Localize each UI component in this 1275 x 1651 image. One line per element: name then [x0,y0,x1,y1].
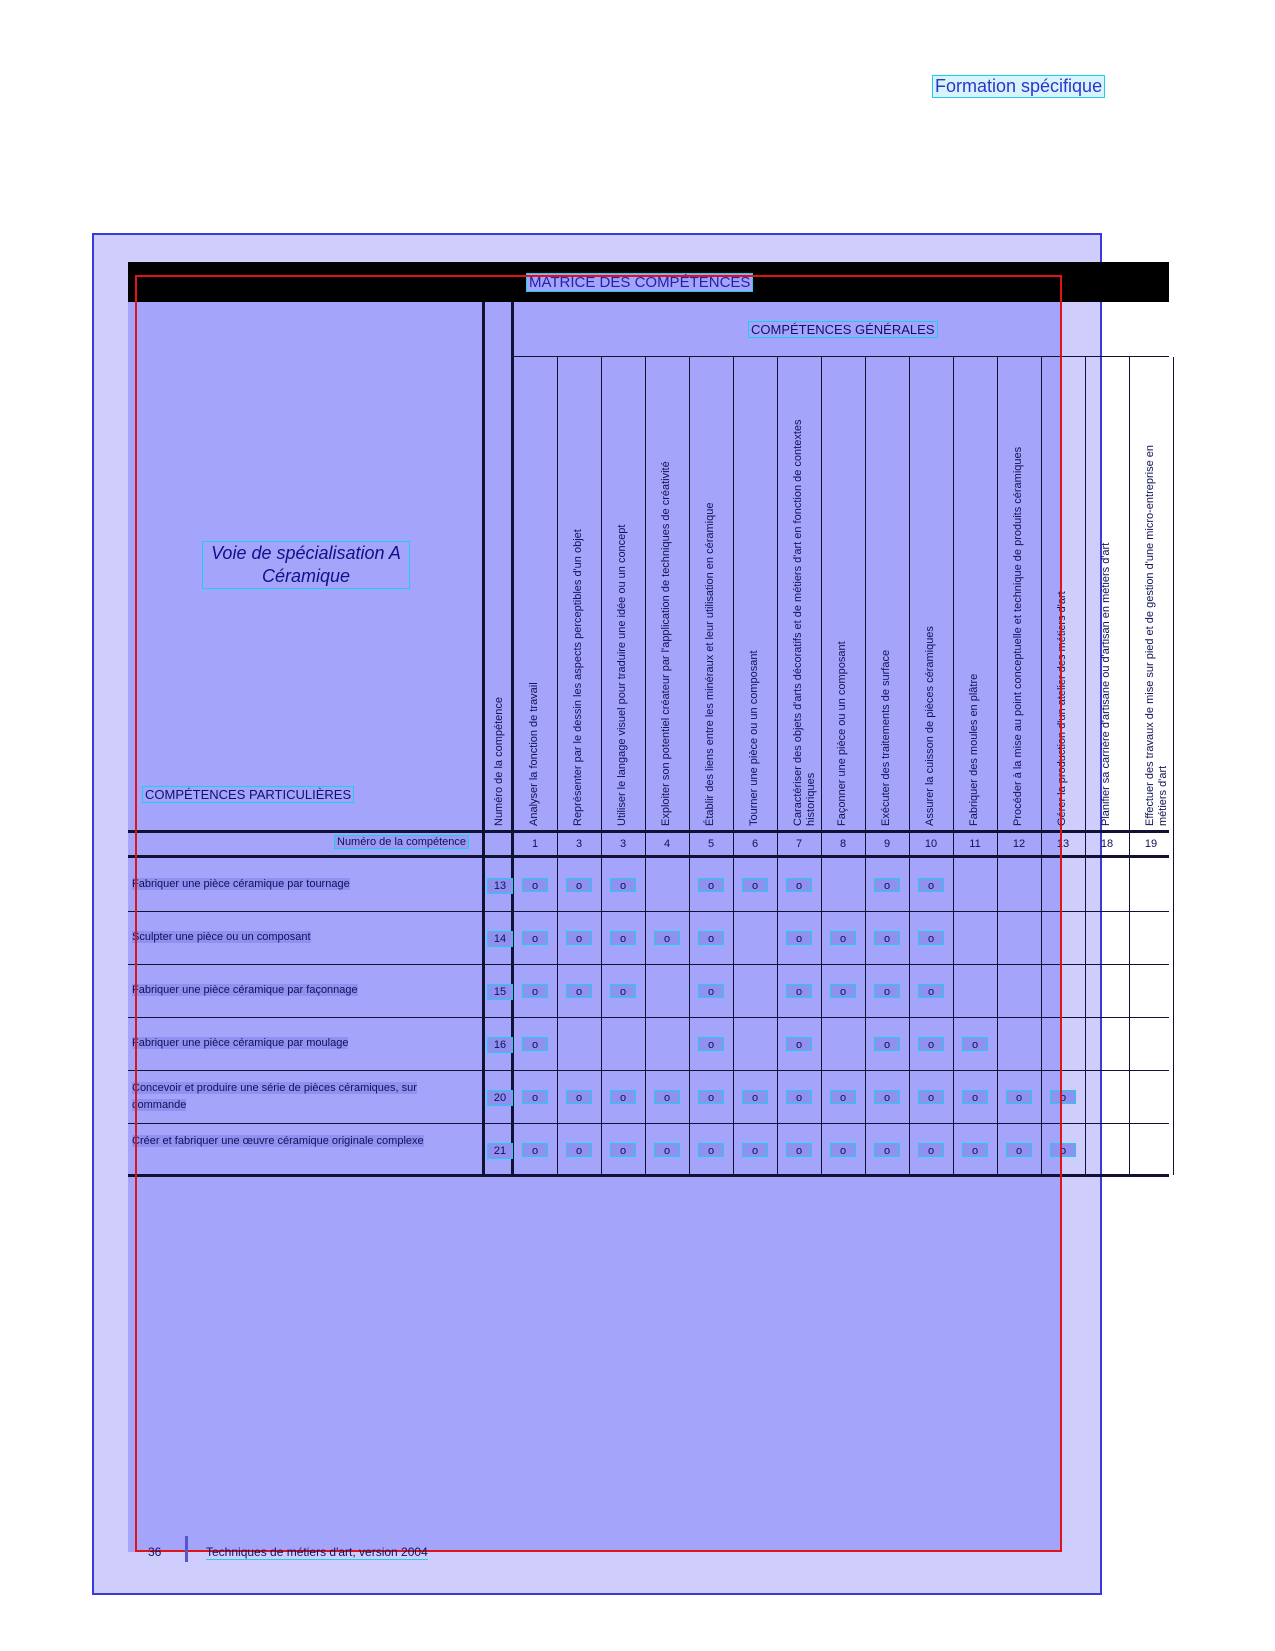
matrix-mark: o [1050,1143,1076,1157]
competency-number: 5 [707,838,715,850]
column-divider [733,357,734,1175]
matrix-mark: o [566,1143,592,1157]
matrix-mark: o [786,1143,812,1157]
number-row-bottom-rule [128,855,1169,858]
column-divider [601,357,602,1175]
general-competency-label: Fabriquer des moules en plâtre [968,673,980,826]
matrix-mark: o [786,878,812,892]
competency-number: 7 [795,838,803,850]
general-competency-label: Représenter par le dessin les aspects perceptibles d'un objet [572,529,584,826]
matrix-mark: o [566,984,592,998]
specialization-box [202,541,410,589]
matrix-mark: o [698,931,724,945]
competency-number: 4 [663,838,671,850]
general-competency-label: Exécuter des traitements de surface [880,649,892,826]
matrix-mark: o [918,1037,944,1051]
matrix-mark: o [654,931,680,945]
particular-competency-number: 20 [487,1090,513,1106]
matrix-mark: o [918,931,944,945]
general-competency-label: Procéder à la mise au point conceptuelle et technique de produits céramiques [1012,446,1024,826]
general-competency-label: Caractériser des objets d'arts décoratifs et de métiers d'art en fonction de contextes historiques [792,419,817,826]
competency-number: 19 [1144,838,1158,850]
matrix-mark: o [610,931,636,945]
label-column-rule [482,302,485,1175]
content-panel [128,262,1062,1552]
competency-number: 9 [883,838,891,850]
competency-number: 1 [531,838,539,850]
competency-number: 3 [575,838,583,850]
general-competency-label: Exploiter son potentiel créateur par l'application de techniques de créativité [660,461,672,826]
competency-number: 8 [839,838,847,850]
column-divider [865,357,866,1175]
column-divider [953,357,954,1175]
matrix-mark: o [742,1090,768,1104]
matrix-mark: o [830,984,856,998]
matrix-mark: o [830,1143,856,1157]
matrix-mark: o [830,931,856,945]
row-divider [128,1070,1169,1071]
matrix-mark: o [522,931,548,945]
matrix-mark: o [698,878,724,892]
matrix-mark: o [698,984,724,998]
matrix-mark: o [874,1143,900,1157]
matrix-mark: o [1050,1090,1076,1104]
particular-competency-label [132,982,472,999]
particular-competencies-header: COMPÉTENCES PARTICULIÈRES [142,786,354,803]
matrix-mark: o [742,1143,768,1157]
particular-competency-label [132,929,472,946]
footer-page-number: 36 [148,1545,162,1559]
general-competency-label: Effectuer des travaux de mise sur pied et de gestion d'une micro-entreprise en métiers d'art [1144,445,1169,826]
general-competency-label: Façonner une pièce ou un composant [836,641,848,826]
matrix-mark: o [918,878,944,892]
particular-competency-text: Sculpter une pièce ou un composant [132,931,311,943]
matrix-mark: o [610,1143,636,1157]
column-divider [1129,357,1130,1175]
matrix-mark: o [918,1143,944,1157]
matrix-mark: o [610,878,636,892]
particular-competency-number: 14 [487,931,513,947]
matrix-mark: o [1006,1143,1032,1157]
matrix-mark: o [962,1090,988,1104]
matrix-mark: o [874,984,900,998]
column-divider [557,357,558,1175]
matrix-mark: o [1006,1090,1032,1104]
matrix-mark: o [874,1037,900,1051]
header-underline [513,356,1169,357]
competence-number-header-label: Numéro de la compétence [493,696,505,826]
general-competencies-header: COMPÉTENCES GÉNÉRALES [748,321,938,338]
matrix-mark: o [786,931,812,945]
specialization-line2: Céramique [261,566,351,586]
matrix-mark: o [918,1090,944,1104]
particular-competency-text: Concevoir et produire une série de pièces céramiques, sur commande [132,1082,417,1111]
particular-competency-text: Fabriquer une pièce céramique par façonnage [132,984,358,996]
matrix-mark: o [610,984,636,998]
competency-number: 10 [924,838,938,850]
matrix-title: MATRICE DES COMPÉTENCES [526,273,753,292]
competency-number: 3 [619,838,627,850]
matrix-mark: o [610,1090,636,1104]
matrix-mark: o [918,984,944,998]
column-divider [645,357,646,1175]
matrix-mark: o [654,1143,680,1157]
particular-competency-number: 16 [487,1037,513,1053]
column-divider [821,357,822,1175]
competency-number: 6 [751,838,759,850]
particular-competency-label [132,1080,472,1114]
general-competency-label: Analyser la fonction de travail [528,682,540,826]
column-divider [777,357,778,1175]
general-competency-label: Utiliser le langage visuel pour traduire une idée ou un concept [616,524,628,826]
matrix-mark: o [874,878,900,892]
specialization-line1: Voie de spécialisation A [211,543,401,563]
matrix-mark: o [698,1037,724,1051]
matrix-mark: o [522,1090,548,1104]
particular-competency-text: Fabriquer une pièce céramique par moulage [132,1037,349,1049]
matrix-mark: o [522,1037,548,1051]
particular-competency-number: 13 [487,878,513,894]
particular-competency-number: 15 [487,984,513,1000]
matrix-mark: o [654,1090,680,1104]
particular-competency-label [132,1133,472,1150]
matrix-mark: o [566,1090,592,1104]
column-divider [909,357,910,1175]
column-divider [997,357,998,1175]
general-competency-label: Établir des liens entre les minéraux et leur utilisation en céramique [704,502,716,826]
matrix-mark: o [830,1090,856,1104]
particular-competency-label [132,876,472,893]
matrix-mark: o [962,1037,988,1051]
table-bottom-rule [128,1174,1169,1177]
matrix-mark: o [522,1143,548,1157]
footer-text: Techniques de métiers d'art, version 2004 [206,1545,428,1559]
footer-separator [185,1536,188,1562]
general-competency-label: Tourner une pièce ou un composant [748,650,760,826]
matrix-mark: o [522,984,548,998]
section-header: Formation spécifique [932,75,1105,98]
matrix-mark: o [522,878,548,892]
column-divider [1041,357,1042,1175]
matrix-mark: o [786,1037,812,1051]
matrix-mark: o [566,931,592,945]
matrix-mark: o [698,1090,724,1104]
column-divider [1173,357,1174,1175]
column-divider [689,357,690,1175]
row-divider [128,1123,1169,1124]
particular-competency-text: Créer et fabriquer une œuvre céramique originale complexe [132,1135,424,1147]
particular-competency-label [132,1035,472,1052]
matrix-mark: o [786,1090,812,1104]
matrix-mark: o [786,984,812,998]
matrix-mark: o [742,878,768,892]
general-competency-label: Gérer la production d'un atelier des métiers d'art [1056,591,1068,826]
number-row-top-rule [128,830,1169,833]
general-competency-label: Assurer la cuisson de pièces céramiques [924,626,936,826]
particular-competency-text: Fabriquer une pièce céramique par tournage [132,878,350,890]
row-divider [128,964,1169,965]
column-divider [1085,357,1086,1175]
matrix-mark: o [874,1090,900,1104]
competency-number: 11 [969,838,981,850]
matrix-mark: o [874,931,900,945]
matrix-mark: o [698,1143,724,1157]
matrix-mark: o [962,1143,988,1157]
particular-competency-number: 21 [487,1143,513,1159]
competency-number: 18 [1100,838,1114,850]
row-divider [128,1017,1169,1018]
row-divider [128,911,1169,912]
matrix-mark: o [566,878,592,892]
competency-number: 13 [1056,838,1070,850]
general-competency-label: Planifier sa carrière d'artisane ou d'artisan en métiers d'art [1100,542,1112,826]
number-row-label: Numéro de la compétence [334,835,469,849]
competency-number: 12 [1012,838,1026,850]
